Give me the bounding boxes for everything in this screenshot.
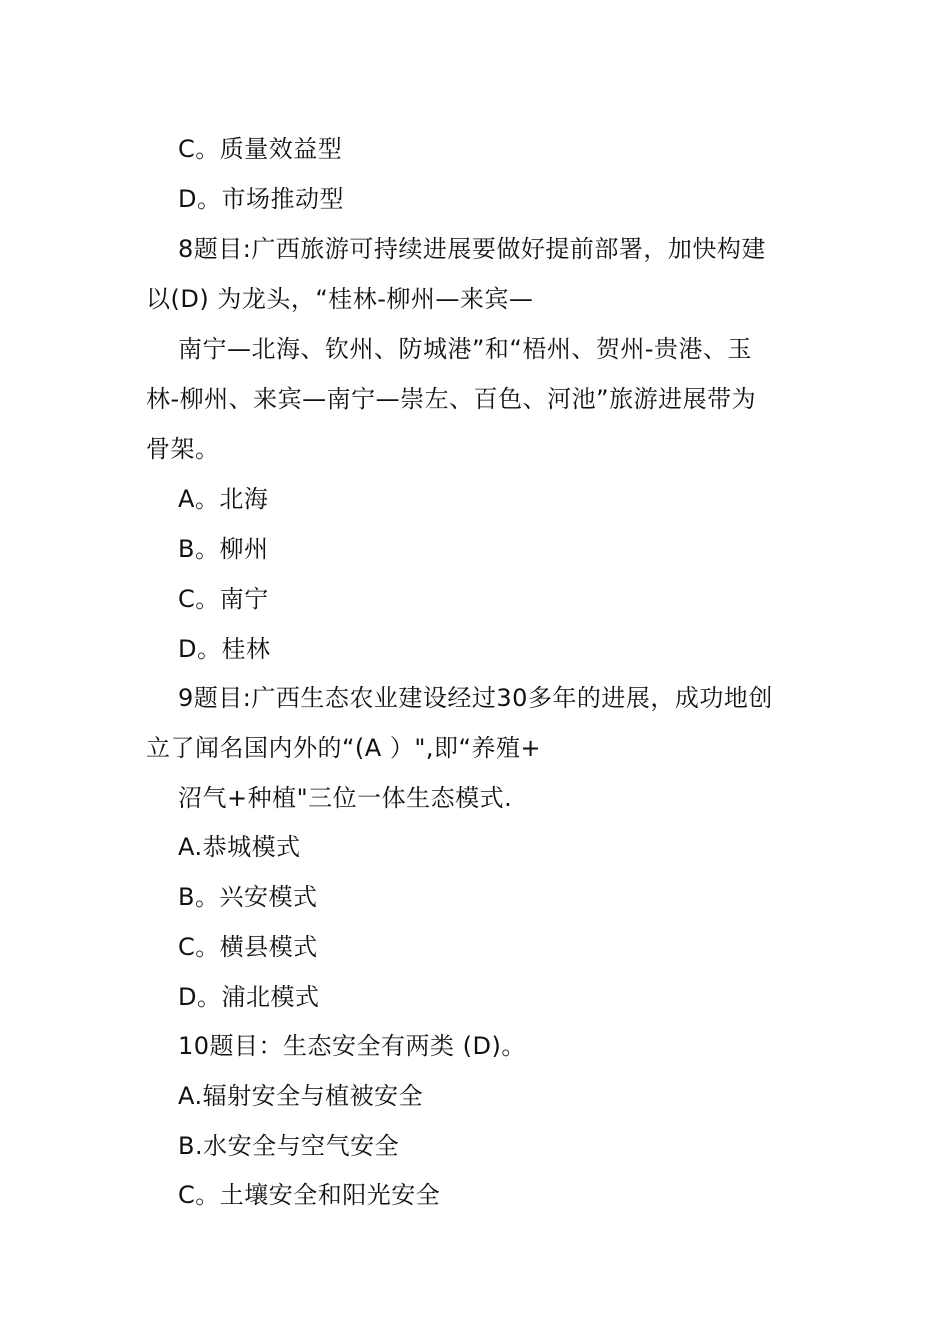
question-8-option-b: B。柳州 <box>178 535 269 563</box>
question-8-line-3: 南宁—北海、钦州、防城港”和“梧州、贺州-贵港、玉 <box>178 335 753 363</box>
question-9-option-b: B。兴安模式 <box>178 883 318 911</box>
question-10-line-1: 10题目：生态安全有两类 (D)。 <box>178 1032 526 1060</box>
question-9-line-2: 立了闻名国内外的“(A ）",即“养殖+ <box>146 734 542 762</box>
question-10-option-a: A.辐射安全与植被安全 <box>178 1082 424 1110</box>
question-9-option-c: C。横县模式 <box>178 933 318 961</box>
question-8-line-1: 8题目:广西旅游可持续进展要做好提前部署，加快构建 <box>178 235 766 263</box>
question-10-option-c: C。土壤安全和阳光安全 <box>178 1181 441 1209</box>
question-9-option-d: D。浦北模式 <box>178 983 320 1011</box>
option-c-line: C。质量效益型 <box>178 135 343 163</box>
question-8-option-c: C。南宁 <box>178 585 269 613</box>
question-8-line-2: 以(D) 为龙头，“桂林-柳州—来宾— <box>146 285 534 313</box>
question-9-line-3: 沼气+种植"三位一体生态模式. <box>178 784 513 812</box>
question-8-line-5: 骨架。 <box>146 435 220 463</box>
question-9-option-a: A.恭城模式 <box>178 833 301 861</box>
question-10-option-b: B.水安全与空气安全 <box>178 1132 400 1160</box>
question-9-line-1: 9题目:广西生态农业建设经过30多年的进展，成功地创 <box>178 684 773 712</box>
question-8-line-4: 林-柳州、来宾—南宁—崇左、百色、河池”旅游进展带为 <box>146 385 757 413</box>
question-8-option-d: D。桂林 <box>178 635 271 663</box>
question-8-option-a: A。北海 <box>178 485 269 513</box>
option-d-line: D。市场推动型 <box>178 185 344 213</box>
